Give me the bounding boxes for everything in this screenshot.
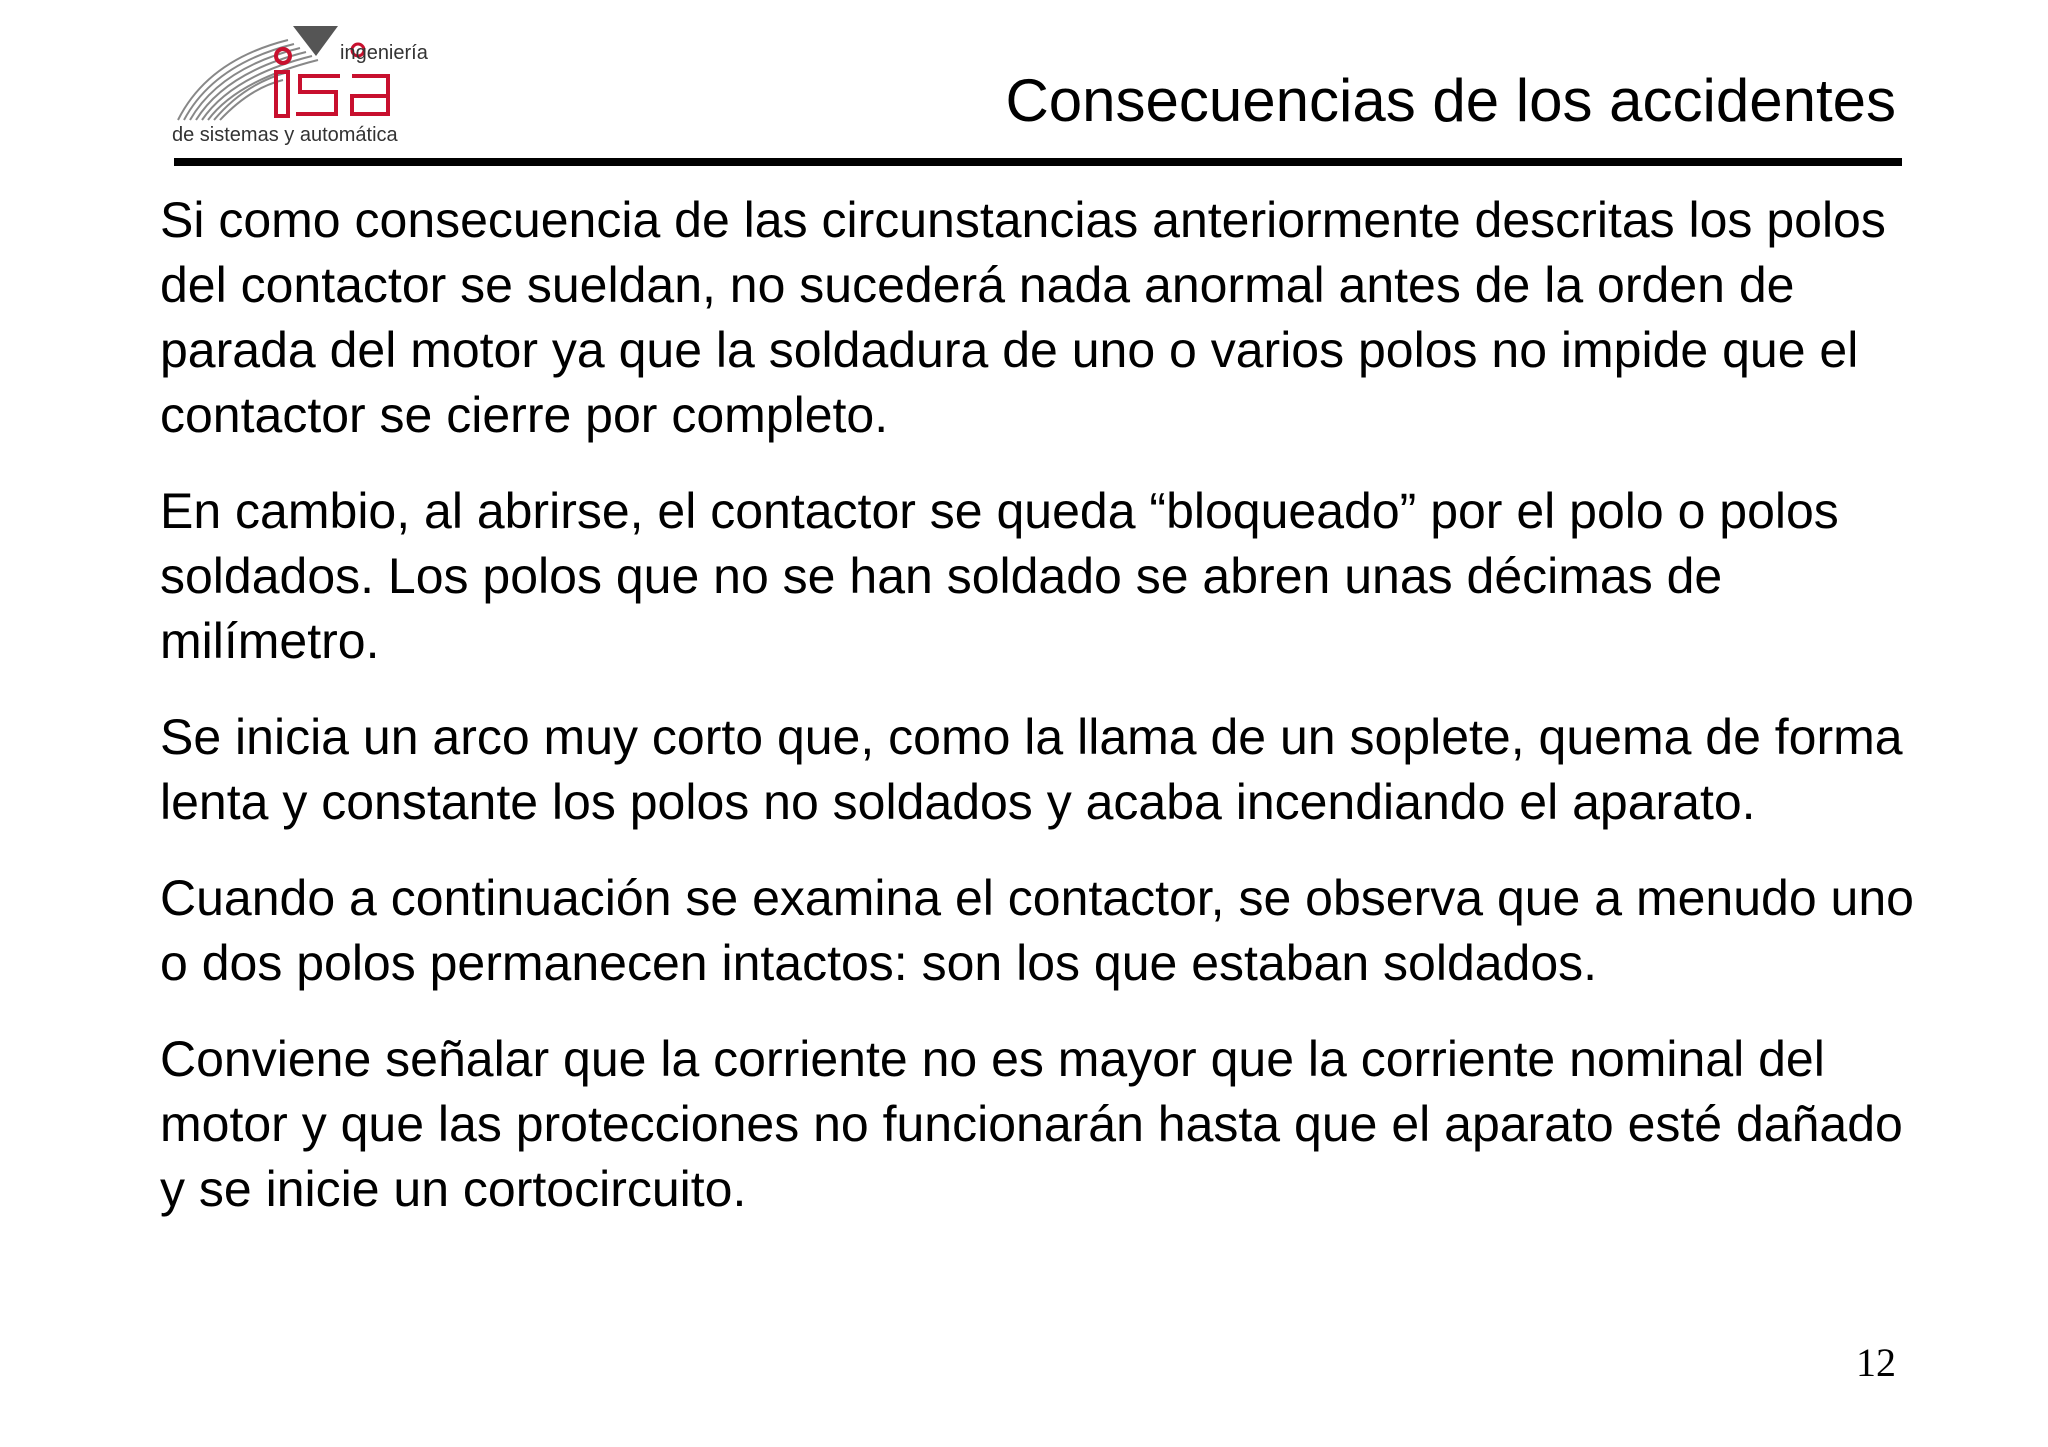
paragraph-2: En cambio, al abrirse, el contactor se queda “bloqueado” por el polo o polos soldados. Los polos que no se han soldado se abren unas décimas de milímetro. xyxy=(160,483,1839,669)
slide-title: Consecuencias de los accidentes xyxy=(1005,67,1896,134)
paragraph-3: Se inicia un arco muy corto que, como la llama de un soplete, quema de forma lenta y constante los polos no soldados y acaba incendiando el aparato. xyxy=(160,709,1903,830)
paragraph-5: Conviene señalar que la corriente no es mayor que la corriente nominal del motor y que las protecciones no funcionarán hasta que el aparato esté dañado y se inicie un cortocircuito. xyxy=(160,1031,1903,1217)
logo-bottom-text: de sistemas y automática xyxy=(172,124,398,146)
isa-logo xyxy=(168,20,448,150)
paragraph-1: Si como consecuencia de las circunstancias anteriormente descritas los polos del contactor se sueldan, no sucederá nada anormal antes de la orden de parada del motor ya que la soldadura de uno o varios polos no impide que el contactor se cierre por completo. xyxy=(160,192,1886,443)
paragraph-4: Cuando a continuación se examina el contactor, se observa que a menudo uno o dos polos permanecen intactos: son los que estaban soldados. xyxy=(160,870,1914,991)
title-divider xyxy=(174,158,1902,166)
logo-top-text: ingeniería xyxy=(340,42,428,64)
page-number: 12 xyxy=(1856,1340,1896,1385)
slide-body xyxy=(160,188,1920,1253)
